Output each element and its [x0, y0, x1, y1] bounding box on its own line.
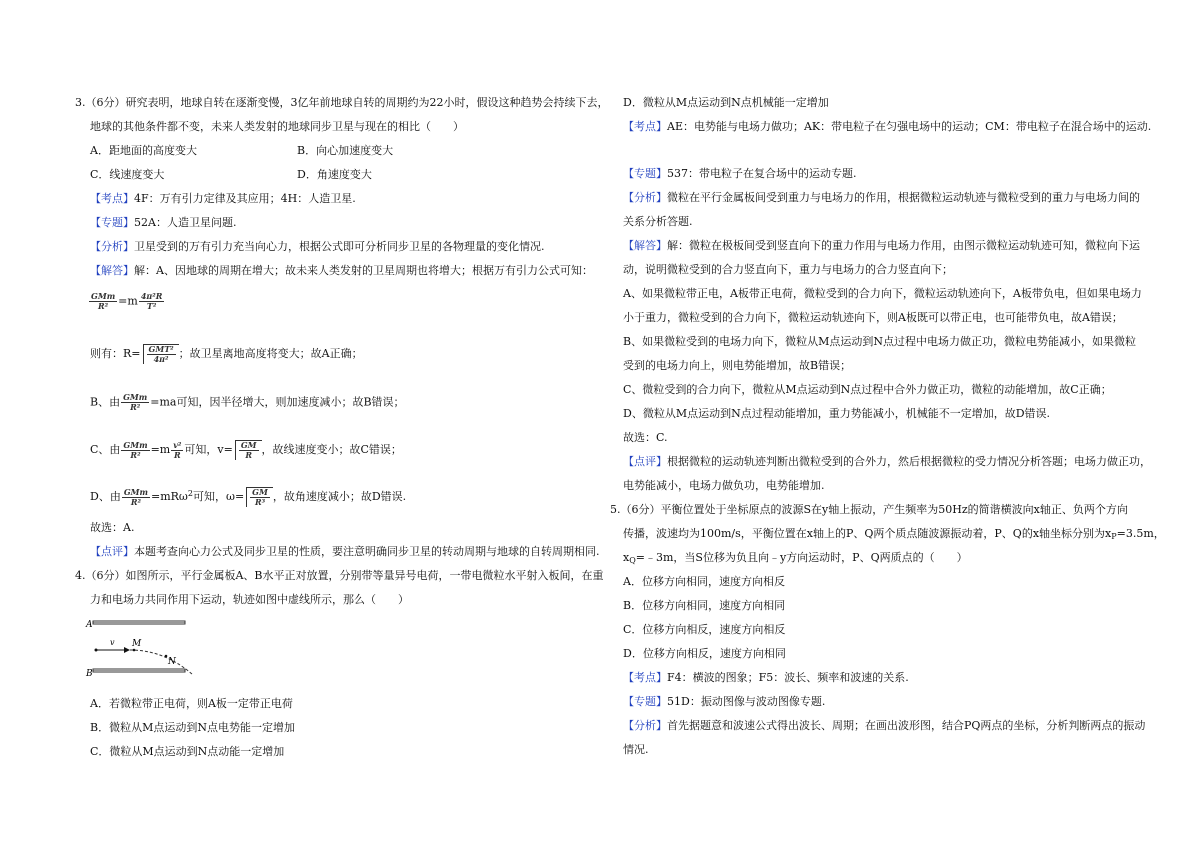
point-n — [165, 655, 168, 658]
q4-zhuanti: 【专题】537：带电粒子在复合场中的运动专题. — [623, 167, 857, 180]
q4-jieda-line2: 动，说明微粒受到的合力竖直向下，重力与电场力的合力竖直向下； — [623, 263, 953, 276]
parallel-plates-figure — [84, 612, 214, 687]
q4-jieda-line3: A、如果微粒带正电，A板带正电荷，微粒受到的合力向下，微粒运动轨迹向下，A板带负电，但如果电场力 — [623, 287, 1142, 300]
plate-a-label: A — [86, 620, 93, 630]
point-n-label: N — [168, 657, 176, 667]
zhuanti-tag: 【专题】 — [90, 216, 134, 229]
point-m — [133, 649, 136, 652]
q4-jieda-line1: 【解答】解：微粒在极板间受到竖直向下的重力作用与电场力作用，由图示微粒运动轨迹可知，微粒向下运 — [623, 239, 1140, 252]
q3-stem-line2: 地球的其他条件都不变，未来人类发射的地球同步卫星与现在的相比（ ） — [90, 120, 464, 133]
q3-analysis-b: B、由 $\frac{\text{GMm}}{\text{R²}}$ =ma可知，因半径增大，则加速度减小；故B错误； — [90, 392, 405, 412]
dianping-tag: 【点评】 — [623, 455, 667, 468]
q3-option-b: B．向心加速度变大 — [297, 144, 394, 157]
q5-option-b: B．位移方向相同，速度方向相同 — [623, 599, 786, 612]
kaodian-tag: 【考点】 — [90, 192, 134, 205]
q4-stem-line1: 4.（6分）如图所示，平行金属板A、B水平正对放置，分别带等量异号电荷，一带电微粒水平射入板间，在重 — [75, 569, 604, 582]
q5-kaodian: 【考点】F4：横波的图象；F5：波长、频率和波速的关系. — [623, 671, 909, 684]
q4-fenxi-line1: 【分析】微粒在平行金属板间受到重力与电场力的作用，根据微粒运动轨迹与微粒受到的重力与电场力间的 — [623, 191, 1140, 204]
q4-jieda-line4: 小于重力，微粒受到的合力向下，微粒运动轨迹向下，则A板既可以带正电，也可能带负电，故A错误； — [623, 311, 1123, 324]
q3-stem-line1: 3.（6分）研究表明，地球自转在逐渐变慢，3亿年前地球自转的周期约为22小时，假设这种趋势会持续下去， — [75, 96, 609, 109]
q4-kaodian: 【考点】AE：电势能与电场力做功；AK：带电粒子在匀强电场中的运动；CM：带电粒子在混合场中的运动. — [623, 120, 1152, 133]
q3-dianping: 【点评】本题考查向心力公式及同步卫星的性质，要注意明确同步卫星的转动周期与地球的自转周期相同. — [90, 545, 600, 558]
arrow-head-icon — [124, 647, 130, 653]
formula-radius: 则有：R= $\frac{\text{GMT²}}{\text{4π²}}$ ；故卫星离地高度将变大；故A正确； — [90, 344, 363, 364]
q5-stem-line3: $x_Q=﹣3m$，当S位移为负且向﹣y方向运动时，P、Q两质点的（ ） — [623, 551, 968, 565]
q5-stem-line2: 传播，波速均为100m/s，平衡位置在x轴上的P、Q两个质点随波源振动着，P、Q的x轴坐标分别为$x_P=3.5m$， — [623, 527, 1165, 541]
zhuanti-tag: 【专题】 — [623, 695, 667, 708]
q3-fenxi: 【分析】卫星受到的万有引力充当向心力，根据公式即可分析同步卫星的各物理量的变化情况. — [90, 240, 545, 253]
q4-dianping-line2: 电势能减小，电场力做负功，电势能增加. — [623, 479, 825, 492]
q3-jieda: 【解答】解：A、因地球的周期在增大；故未来人类发射的卫星周期也将增大；根据万有引力公式可知： — [90, 264, 593, 277]
q4-dianping-line1: 【点评】根据微粒的运动轨迹判断出微粒受到的合外力，然后根据微粒的受力情况分析答题；电场力做正功， — [623, 455, 1151, 468]
velocity-label: v — [110, 638, 115, 647]
jieda-tag: 【解答】 — [623, 239, 667, 252]
q5-fenxi-line1: 【分析】首先据题意和波速公式得出波长、周期；在画出波形图，结合PQ两点的坐标，分析判断两点的振动 — [623, 719, 1146, 732]
q3-analysis-c: C、由 $\frac{\text{GMm}}{\text{R²}}$ =m $\frac{\text{v²}}{R}$ 可知，v= $\frac{GM}{R}$ ，故线速度变小；故C错误； — [90, 439, 402, 460]
q3-option-a: A．距地面的高度变大 — [90, 144, 197, 157]
q5-option-d: D．位移方向相反，速度方向相同 — [623, 647, 786, 660]
q5-fenxi-line2: 情况. — [623, 743, 649, 756]
plate-b-label: B — [86, 669, 93, 679]
q5-stem-line1: 5.（6分）平衡位置处于坐标原点的波源S在y轴上振动，产生频率为50Hz的简谐横波向x轴正、负两个方向 — [610, 503, 1128, 516]
zhuanti-tag: 【专题】 — [623, 167, 667, 180]
point-m-label: M — [132, 639, 142, 649]
jieda-tag: 【解答】 — [90, 264, 134, 277]
kaodian-tag: 【考点】 — [623, 120, 667, 133]
q4-jieda-line8: D、微粒从M点运动到N点过程动能增加，重力势能减小，机械能不一定增加，故D错误. — [623, 407, 1051, 420]
q4-stem-line2: 力和电场力共同作用下运动，轨迹如图中虚线所示，那么（ ） — [90, 593, 409, 606]
q4-option-a: A．若微粒带正电荷，则A板一定带正电荷 — [90, 697, 293, 710]
q4-fenxi-line2: 关系分析答题. — [623, 215, 693, 228]
formula-gravity-centripetal: $\frac{\text{GMm}}{\text{R²}}$ =m $\frac{\text{4π²R}}{\text{T²}}$ — [91, 291, 163, 311]
dianping-tag: 【点评】 — [90, 545, 134, 558]
q5-zhuanti: 【专题】51D：振动图像与波动图像专题. — [623, 695, 826, 708]
q3-option-c: C．线速度变大 — [90, 168, 165, 181]
q3-kaodian: 【考点】4F：万有引力定律及其应用；4H：人造卫星. — [90, 192, 356, 205]
q4-jieda-line7: C、微粒受到的合力向下，微粒从M点运动到N点过程中合外力做正功，微粒的动能增加，故C正确； — [623, 383, 1112, 396]
q4-option-b: B．微粒从M点运动到N点电势能一定增加 — [90, 721, 295, 734]
q5-option-a: A．位移方向相同，速度方向相反 — [623, 575, 785, 588]
q4-jieda-line5: B、如果微粒受到的电场力向下，微粒从M点运动到N点过程中电场力做正功，微粒电势能减小，如果微粒 — [623, 335, 1136, 348]
particle — [95, 649, 98, 652]
q3-zhuanti: 【专题】52A：人造卫星问题. — [90, 216, 237, 229]
fenxi-tag: 【分析】 — [623, 719, 667, 732]
q4-answer: 故选：C. — [623, 431, 668, 444]
kaodian-tag: 【考点】 — [623, 671, 667, 684]
q3-analysis-d: D、由 $\frac{\text{GMm}}{\text{R²}}$ =mRω$^2$可知，ω= $\frac{GM}{\text{R³}}$ ，故角速度减小；故D错误. — [90, 486, 407, 507]
fenxi-tag: 【分析】 — [90, 240, 134, 253]
q5-option-c: C．位移方向相反，速度方向相反 — [623, 623, 786, 636]
fenxi-tag: 【分析】 — [623, 191, 667, 204]
q3-answer: 故选：A. — [90, 521, 135, 534]
q3-option-d: D．角速度变大 — [297, 168, 372, 181]
q4-option-c: C．微粒从M点运动到N点动能一定增加 — [90, 745, 285, 758]
q4-jieda-line6: 受到的电场力向上，则电势能增加，故B错误； — [623, 359, 852, 372]
q4-option-d: D．微粒从M点运动到N点机械能一定增加 — [623, 96, 829, 109]
